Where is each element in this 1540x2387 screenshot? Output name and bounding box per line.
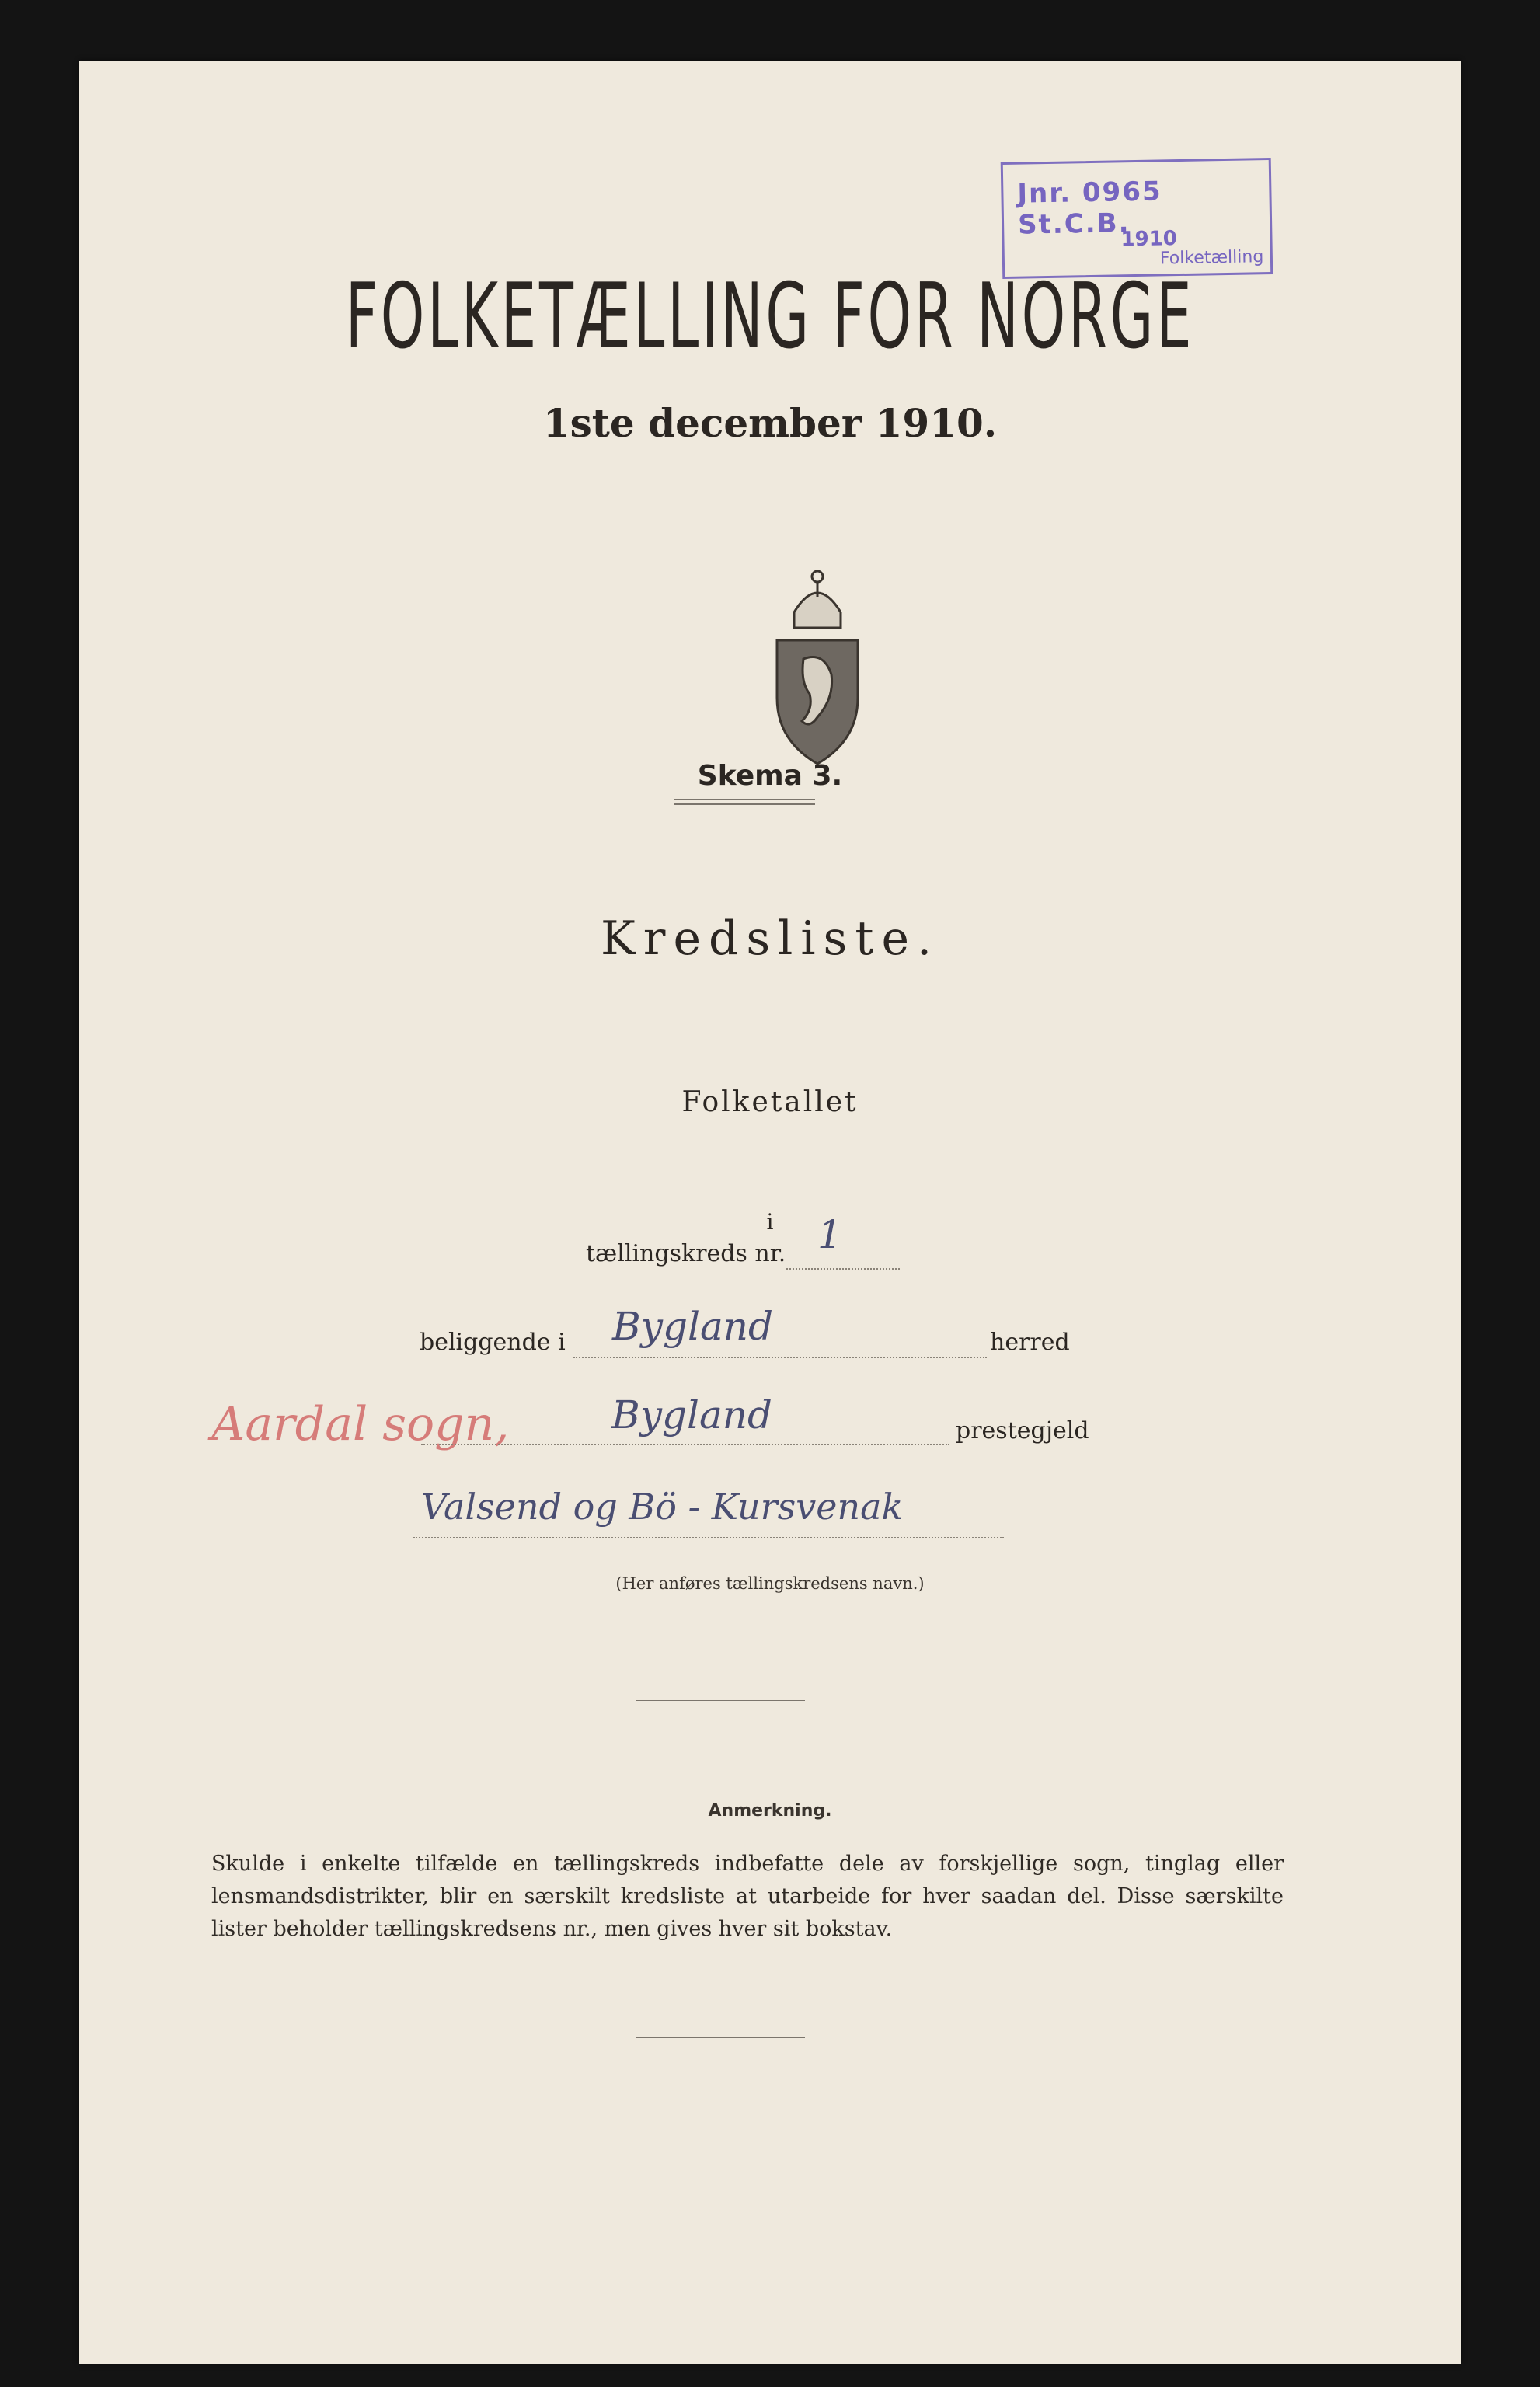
remark-title: Anmerkning. — [708, 1801, 832, 1821]
divider — [636, 1700, 805, 1701]
district-number-field — [786, 1212, 900, 1270]
herred-value: Bygland — [612, 1304, 774, 1349]
prestegjeld-suffix: prestegjeld — [956, 1417, 1089, 1444]
district-name-instruction: (Her anføres tællingskredsens navn.) — [615, 1574, 925, 1593]
handwritten-red-note: Aardal sogn, — [211, 1397, 510, 1451]
preposition-i: i — [766, 1209, 774, 1235]
archive-stamp — [1001, 158, 1273, 279]
form-heading: Kredsliste. — [600, 911, 940, 966]
bottom-divider — [636, 2033, 805, 2038]
stamp-year: 1910 — [1120, 227, 1178, 252]
district-name-field — [413, 1486, 1004, 1538]
schema-underline — [674, 799, 815, 805]
district-number-value: 1 — [817, 1212, 842, 1257]
herred-prefix: beliggende i — [420, 1329, 566, 1356]
schema-number: Skema 3. — [697, 760, 843, 792]
census-date: 1ste december 1910. — [542, 400, 998, 446]
stamp-journal-number: Jnr. 0965 St.C.B. — [1017, 176, 1162, 241]
district-name-value: Valsend og Bö - Kursvenak — [421, 1486, 904, 1528]
coat-of-arms-icon — [763, 566, 872, 771]
census-form-page — [79, 61, 1461, 2364]
herred-field — [573, 1304, 987, 1358]
stamp-label: Folketælling — [1159, 247, 1264, 269]
prestegjeld-value: Bygland — [611, 1392, 773, 1437]
district-number-label: tællingskreds nr. — [586, 1240, 786, 1267]
page-title: FOLKETÆLLING FOR NORGE — [345, 264, 1195, 369]
herred-suffix: herred — [990, 1329, 1070, 1356]
prestegjeld-field — [421, 1392, 949, 1445]
form-subheading: Folketallet — [681, 1086, 859, 1118]
remark-body: Skulde i enkelte tilfælde en tællingskreds indbefatte dele av forskjellige sogn, tinglag eller lensmandsdistrikter, blir en særskilt kredsliste at utarbeide for hver saadan del. Disse særskilte lister beholder tællingskredsens nr., men gives hver sit bokstav. — [211, 1852, 1284, 1941]
